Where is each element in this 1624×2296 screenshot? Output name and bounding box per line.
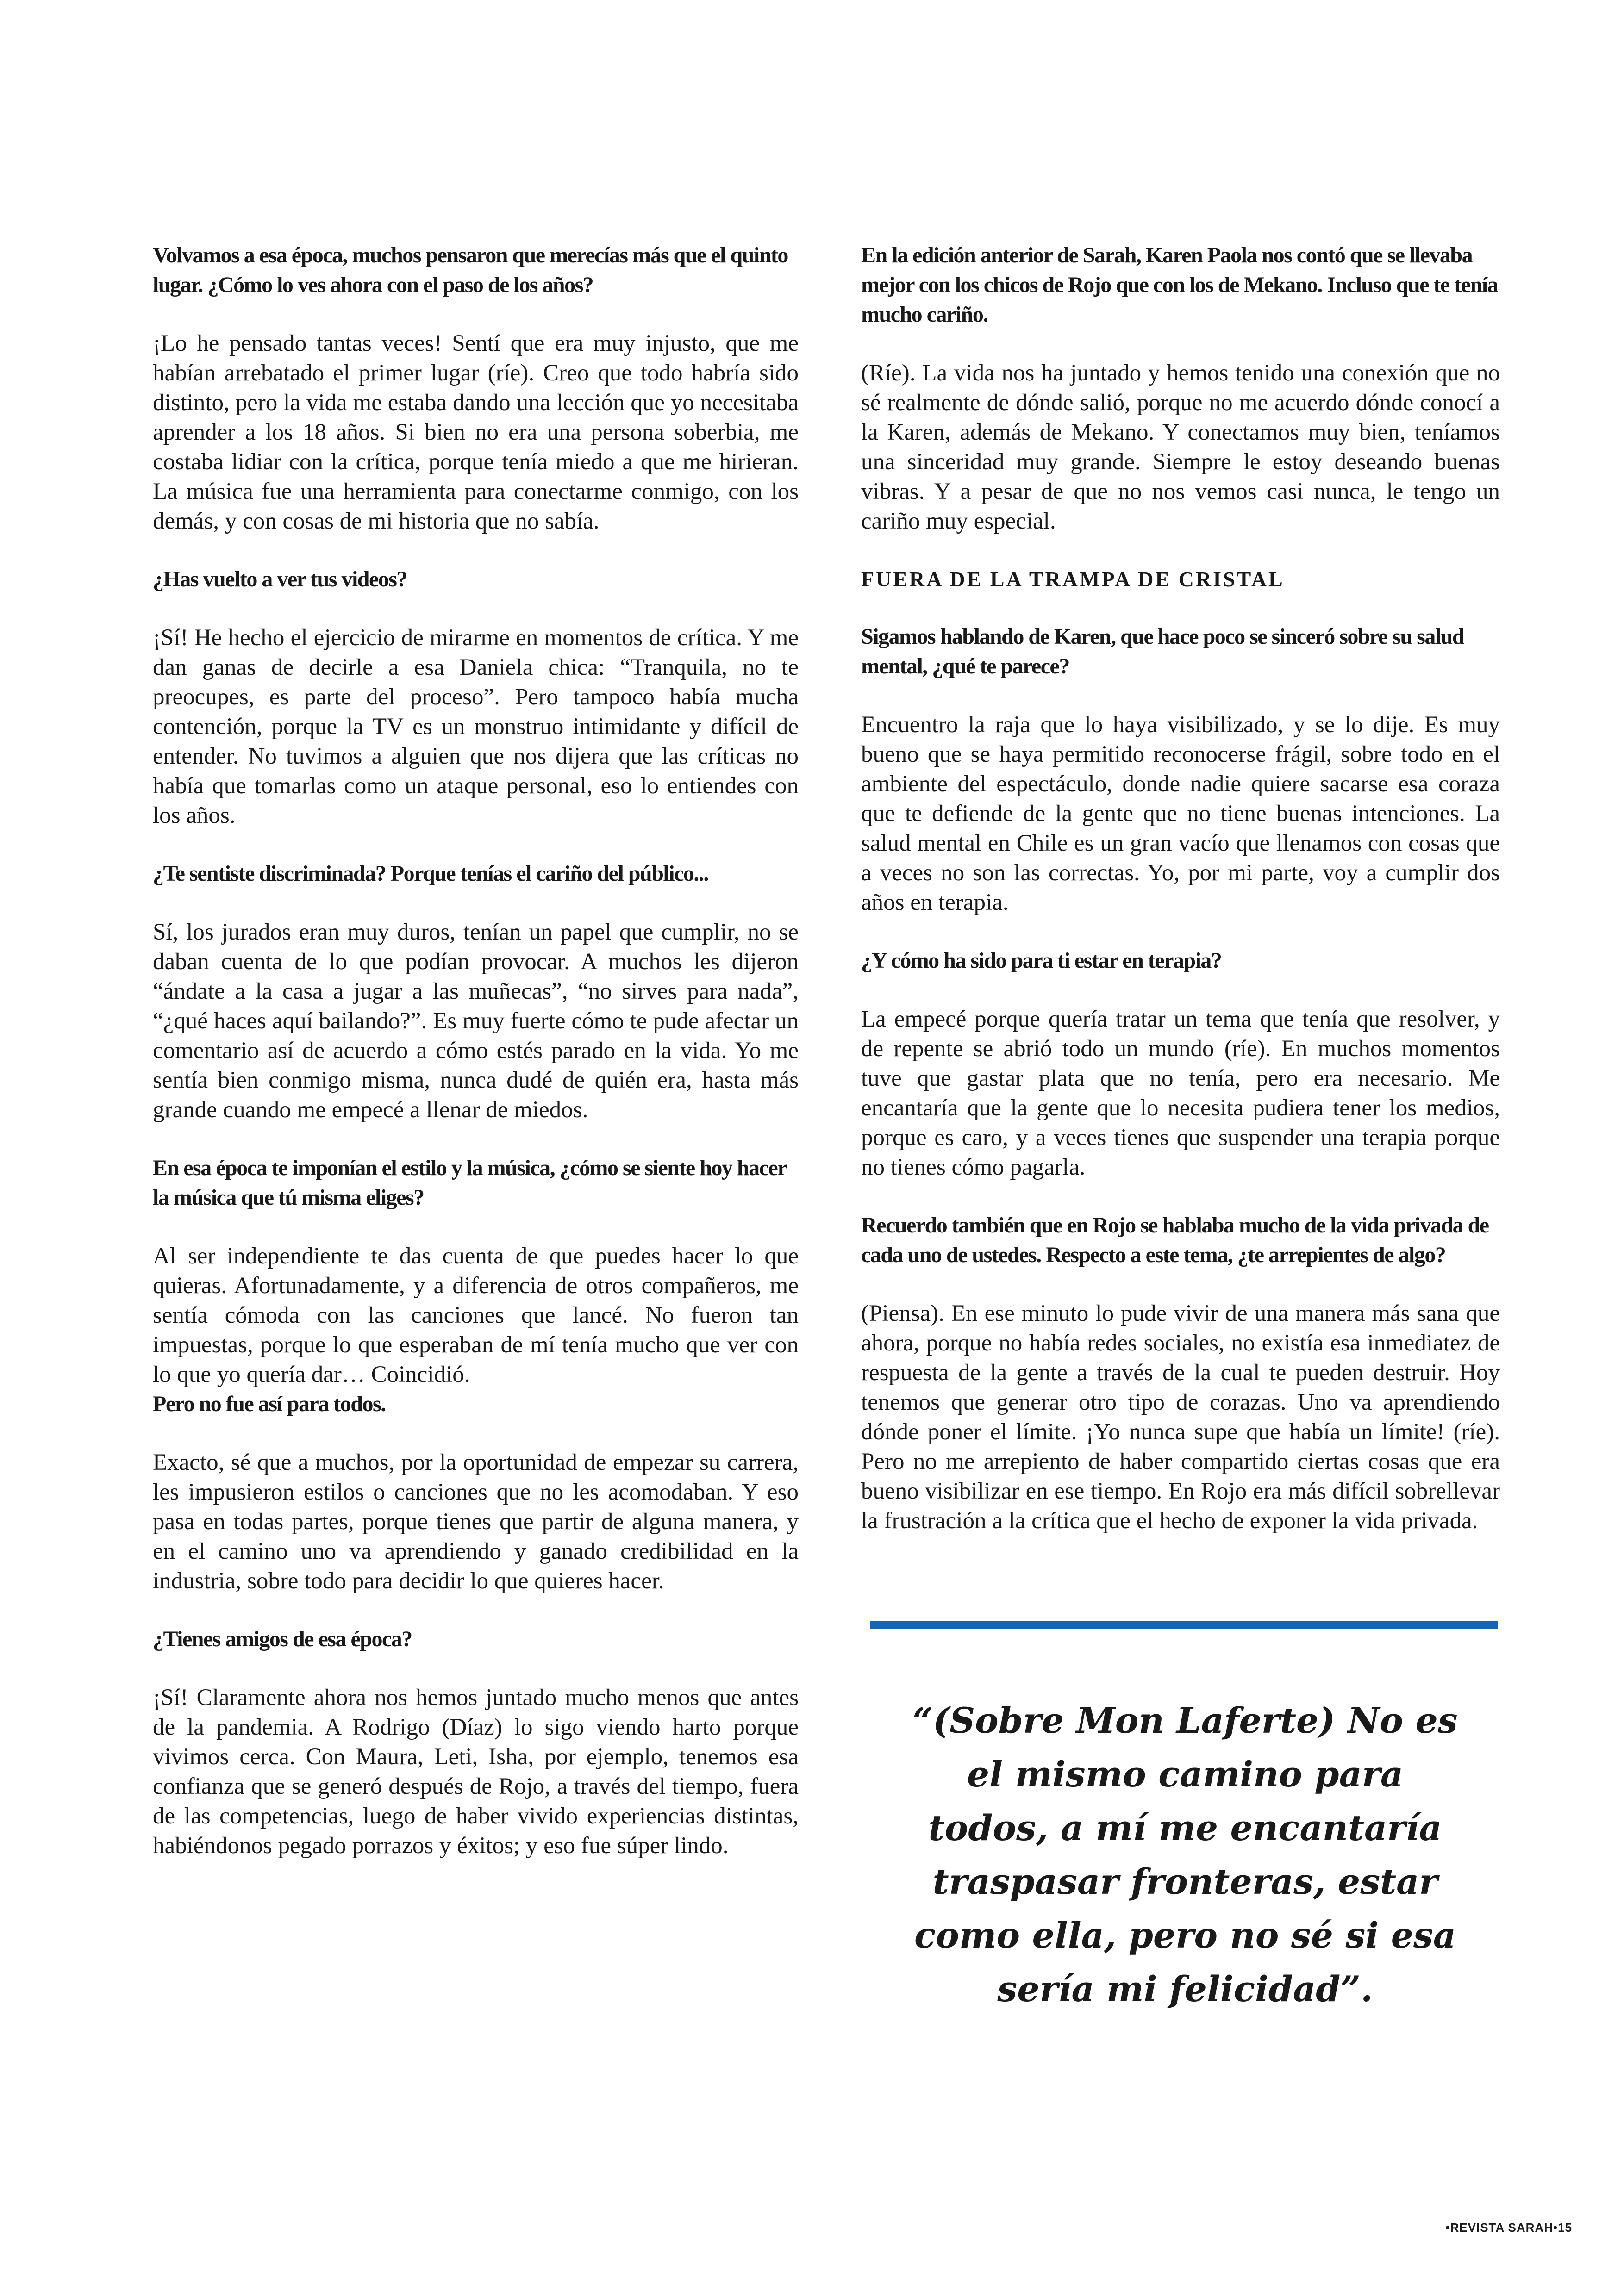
question-7: En la edición anterior de Sarah, Karen Paola nos contó que se llevaba mejor con los chicos de Rojo que con los de Mekano. Incluso que te tenía mucho cariño. [861,243,1498,327]
question-9: ¿Y cómo ha sido para ti estar en terapia? [861,948,1222,973]
pull-quote-rule [870,1621,1498,1629]
answer-4 [153,1241,799,1419]
page-folio: •REVISTA SARAH•15 [1445,2221,1572,2234]
question-2: ¿Has vuelto a ver tus videos? [153,567,407,591]
right-column [861,241,1500,1564]
answer-10: (Piensa). En ese minuto lo pude vivir de una manera más sana que ahora, porque no había redes sociales, no existía esa inmediatez de respuesta de la gente a través de la cual te pueden destruir. Hoy tenemos que generar otro tipo de corazas. Uno va aprendiendo dónde poner el límite. ¡Yo nunca supe que había un límite! (ríe). Pero no me arrepiento de haber compartido ciertas cosas que era bueno visibilizar en ese tiempo. En Rojo era más difícil sobrellevar la frustración a la crítica que el hecho de exponer la vida privada. [861,1300,1500,1534]
answer-5: Exacto, sé que a muchos, por la oportunidad de empezar su carrera, les impusieron estilos o canciones que no les acomodaban. Y eso pasa en todas partes, porque tienes que partir de alguna manera, y en el camino uno va aprendiendo y ganado credibilidad en la industria, sobre todo para decidir lo que quieres hacer. [153,1450,799,1594]
answer-8: Encuentro la raja que lo haya visibilizado, y se lo dije. Es muy bueno que se haya permitido reconocerse frágil, sobre todo en el ambiente del espectáculo, donde nadie quiere sacarse esa coraza que te defiende de la gente que no tiene buenas intenciones. La salud mental en Chile es un gran vacío que llenamos con cosas que a veces no son las correctas. Yo, por mi parte, voy a cumplir dos años en terapia. [861,712,1500,915]
answer-3: Sí, los jurados eran muy duros, tenían un papel que cumplir, no se daban cuenta de lo que podían provocar. A muchos les dijeron “ándate a la casa a jugar a las muñecas”, “no sirves para nada”, “¿qué haces aquí bailando?”. Es muy fuerte cómo te pude afectar un comentario así de acuerdo a cómo estés parado en la vida. Yo me sentía bien conmigo misma, nunca dudé de quién era, hasta más grande cuando me empecé a llenar de miedos. [153,919,799,1123]
answer-7: (Ríe). La vida nos ha juntado y hemos tenido una conexión que no sé realmente de dónde salió, porque no me acuerdo dónde conocí a la Karen, además de Mekano. Y conectamos muy bien, teníamos una sinceridad muy grande. Siempre le estoy deseando buenas vibras. Y a pesar de que no nos vemos casi nunca, le tengo un cariño muy especial. [861,360,1500,534]
left-column [153,241,799,1889]
answer-9: La empecé porque quería tratar un tema que tenía que resolver, y de repente se abrió todo un mundo (ríe). En muchos momentos tuve que gastar plata que no tenía, pero era necesario. Me encantaría que la gente que lo necesita pudiera tener los medios, porque es caro, y a veces tienes que suspender una terapia porque no tienes cómo pagarla. [861,1006,1500,1180]
answer-6: ¡Sí! Claramente ahora nos hemos juntado mucho menos que antes de la pandemia. A Rodrigo (Díaz) lo sigo viendo harto porque vivimos cerca. Con Maura, Leti, Isha, por ejemplo, tenemos esa confianza que se generó después de Rojo, a través del tiempo, fuera de las competencias, luego de haber vivido experiencias distintas, habiéndonos pegado porrazos y éxitos; y eso fue súper lindo. [153,1685,799,1859]
section-subhead: FUERA DE LA TRAMPA DE CRISTAL [861,567,1285,591]
question-8: Sigamos hablando de Karen, que hace poco se sinceró sobre su salud mental, ¿qué te parece? [861,624,1464,678]
question-4: En esa época te imponían el estilo y la música, ¿cómo se siente hoy hacer la música que tú misma eliges? [153,1156,787,1210]
pull-quote: “(Sobre Mon Laferte) No es el mismo camino para todos, a mí me encantaría traspasar fronteras, estar como ella, pero no sé si esa sería mi felicidad”. [912,1700,1458,2010]
question-6: ¿Tienes amigos de esa época? [153,1627,412,1651]
answer-2: ¡Sí! He hecho el ejercicio de mirarme en momentos de crítica. Y me dan ganas de decirle a esa Daniela chica: “Tranquila, no te preocupes, es parte del proceso”. Pero tampoco había mucha contención, porque la TV es un monstruo intimidante y difícil de entender. No tuvimos a alguien que nos dijera que las críticas no había que tomarlas como un ataque personal, eso lo entiendes con los años. [153,625,799,828]
answer-1: ¡Lo he pensado tantas veces! Sentí que era muy injusto, que me habían arrebatado el primer lugar (ríe). Creo que todo habría sido distinto, pero la vida me estaba dando una lección que yo necesitaba aprender a los 18 años. Si bien no era una persona soberbia, me costaba lidiar con la crítica, porque tenía miedo a que me hirieran. La música fue una herramienta para conectarme conmigo, con los demás, y con cosas de mi historia que no sabía. [153,330,799,534]
answer-4-text: Al ser independiente te das cuenta de que puedes hacer lo que quieras. Afortunadamente, y a diferencia de otros compañeros, me sentía cómoda con las canciones que lancé. No fueron tan impuestas, porque lo que esperaban de mí tenía mucho que ver con lo que yo quería dar… Coincidió. [153,1243,799,1388]
question-5-inline: Pero no fue así para todos. [153,1392,386,1416]
question-10: Recuerdo también que en Rojo se hablaba mucho de la vida privada de cada uno de ustedes. Respecto a este tema, ¿te arrepientes de algo? [861,1213,1489,1267]
question-1: Volvamos a esa época, muchos pensaron que merecías más que el quinto lugar. ¿Cómo lo ves ahora con el paso de los años? [153,243,788,297]
question-3: ¿Te sentiste discriminada? Porque tenías el cariño del público... [153,861,708,886]
